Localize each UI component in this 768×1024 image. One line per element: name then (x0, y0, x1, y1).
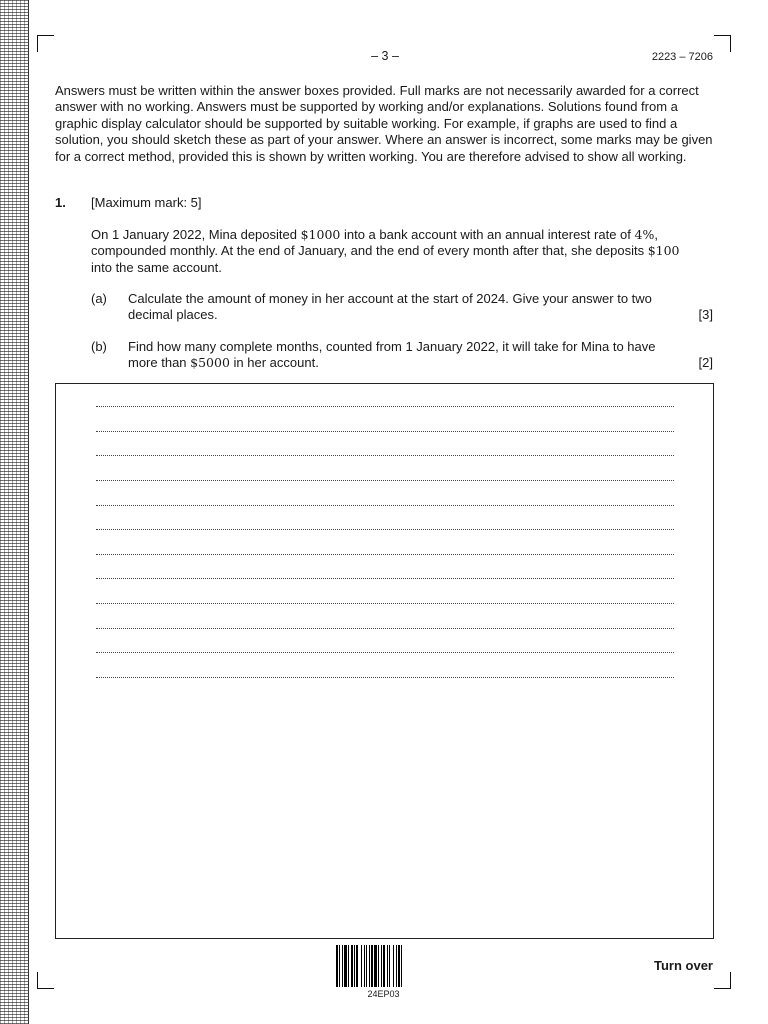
answer-line[interactable] (96, 554, 674, 555)
binding-strip (0, 0, 29, 1024)
stem-text: into the same account. (91, 259, 222, 275)
instructions-paragraph: Answers must be written within the answer boxes provided. Full marks are not necessarily awarded for a correct answer with no working. Answers must be supported by working and/or explanations. Solutions found from a graphic display calculator should be supported by suitable working. For example, if graphs are used to find a solution, you should sketch these as part of your answer. Where an answer is incorrect, some marks may be given for a correct method, provided this is shown by written working. You are therefore advised to show all working. (55, 83, 713, 164)
crop-mark-bottom-right (714, 972, 731, 989)
answer-line[interactable] (96, 505, 674, 506)
turn-over-label: Turn over (654, 958, 713, 973)
stem-text: , compounded monthly. At the end of January, and the end of every month after that, she deposits (91, 227, 658, 259)
stem-text: On 1 January 2022, Mina deposited (91, 227, 301, 242)
barcode (336, 945, 431, 987)
barcode-text: 24EP03 (367, 989, 400, 999)
answer-line[interactable] (96, 529, 674, 530)
monthly-deposit-amount: $100 (647, 243, 680, 259)
answer-line[interactable] (96, 431, 674, 432)
part-a-marks: [3] (698, 307, 713, 322)
answer-line[interactable] (96, 628, 674, 629)
barcode-bar (402, 945, 404, 987)
stem-text: into a bank account with an annual interest rate of (340, 227, 635, 242)
answer-line[interactable] (96, 603, 674, 604)
crop-mark-top-right (714, 35, 731, 52)
answer-line[interactable] (96, 406, 674, 407)
answer-line[interactable] (96, 480, 674, 481)
answer-line[interactable] (96, 677, 674, 678)
part-b-marks: [2] (698, 355, 713, 370)
answer-line[interactable] (96, 455, 674, 456)
part-a-label: (a) (91, 291, 107, 306)
maximum-mark: [Maximum mark: 5] (91, 195, 202, 210)
paper-code: 2223 – 7206 (651, 51, 713, 63)
question-stem (91, 227, 681, 276)
part-b-text (128, 339, 688, 372)
target-amount: $5000 (190, 355, 230, 371)
question-number: 1. (55, 195, 66, 210)
page-number: – 3 – (371, 49, 399, 63)
answer-box[interactable] (55, 383, 714, 939)
answer-line[interactable] (96, 652, 674, 653)
part-b-text-end: in her account. (229, 355, 319, 371)
part-b-text-start: Find how many complete months, counted from 1 January 2022, it will take for Mina to have more than (128, 339, 656, 371)
answer-line[interactable] (96, 578, 674, 579)
interest-rate: 4% (634, 227, 655, 242)
crop-mark-bottom-left (37, 972, 54, 989)
part-b-label: (b) (91, 339, 107, 354)
crop-mark-top-left (37, 35, 54, 52)
part-a-text: Calculate the amount of money in her account at the start of 2024. Give your answer to two decimal places. (128, 291, 652, 323)
deposit-amount: $1000 (300, 227, 341, 242)
